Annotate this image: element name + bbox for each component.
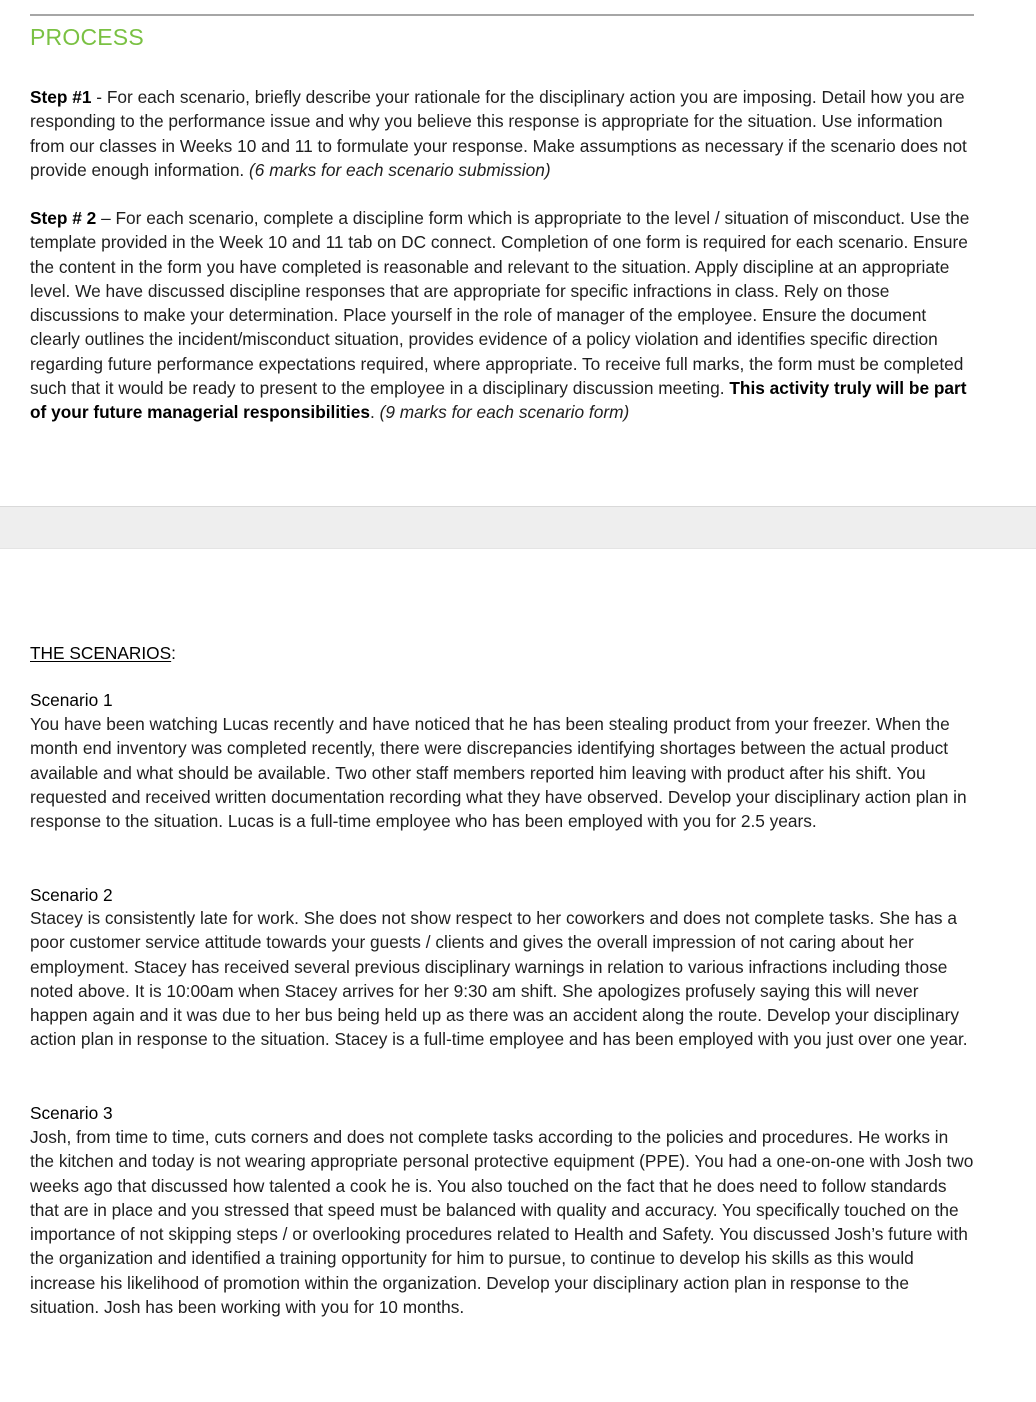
- step-2-after-emphasis: .: [369, 402, 380, 423]
- scenarios-heading-suffix: :: [171, 643, 176, 663]
- scenario-2-title: Scenario 2: [30, 885, 113, 905]
- top-divider-rule: [30, 14, 974, 16]
- document-page-bottom: [0, 549, 1036, 1402]
- document-page-top: [0, 0, 1036, 506]
- step-2-emphasis: This activity truly will be part of your future managerial responsibilities: [30, 378, 967, 423]
- scenarios-heading: [30, 641, 176, 665]
- scenario-1-body: You have been watching Lucas recently and have noticed that he has been stealing product from your freezer. When the month end inventory was completed recently, there were discrepancies identifying shortages between the actual product available and what should be available. Two other staff members reported him leaving with product after his shift. You requested and received written documentation recording what they have observed. Develop your disciplinary action plan in response to the situation. Lucas is a full-time employee who has been employed with you for 2.5 years.: [30, 714, 967, 832]
- scenario-1-title: Scenario 1: [30, 690, 113, 710]
- step-1-text: - For each scenario, briefly describe your rationale for the disciplinary action you are imposing. Detail how you are responding to the performance issue and why you believe this response is appropriate for the situation. Use information from our classes in Weeks 10 and 11 to formulate your response. Make assumptions as necessary if the scenario does not provide enough information.: [30, 87, 967, 180]
- process-heading: PROCESS: [30, 24, 144, 50]
- step-2-marks: (9 marks for each scenario form): [379, 402, 630, 423]
- scenarios-heading-text: THE SCENARIOS: [30, 643, 172, 663]
- step-1-label: Step #1: [30, 87, 92, 107]
- page-break-gap: [0, 506, 1036, 549]
- step-1-paragraph: [30, 85, 974, 182]
- step-2-label: Step # 2: [30, 208, 97, 228]
- scenario-2-body: Stacey is consistently late for work. She does not show respect to her coworkers and does not complete tasks. She has a poor customer service attitude towards your guests / clients and gives the overall impression of not caring about her employment. Stacey has received several previous disciplinary warnings in relation to various infractions including those noted above. It is 10:00am when Stacey arrives for her 9:30 am shift. She apologizes profusely saying this will never happen again and it was due to her bus being held up as there was an accident along the route. Develop your disciplinary action plan in response to the situation. Stacey is a full-time employee and has been employed with you just over one year.: [30, 908, 968, 1050]
- scenario-3-body: Josh, from time to time, cuts corners and does not complete tasks according to the policies and procedures. He works in the kitchen and today is not wearing appropriate personal protective equipment (PPE). You had a one-on-one with Josh two weeks ago that discussed how talented a cook he is. You also touched on the fact that he does need to follow standards that are in place and you stressed that speed must be balanced with quality and accuracy. You specifically touched on the importance of not skipping steps / or overlooking procedures related to Health and Safety. You discussed Josh’s future with the organization and identified a training opportunity for him to pursue, to continue to develop his skills as this would increase his likelihood of promotion within the organization. Develop your disciplinary action plan in response to the situation. Josh has been working with you for 10 months.: [30, 1127, 974, 1318]
- scenario-3-title: Scenario 3: [30, 1103, 113, 1123]
- step-2-paragraph: [30, 206, 974, 425]
- step-2-text: – For each scenario, complete a discipline form which is appropriate to the level / situation of misconduct. Use the template provided in the Week 10 and 11 tab on DC connect. Completion of one form is required for each scenario. Ensure the content in the form you have completed is reasonable and relevant to the situation. Apply discipline at an appropriate level. We have discussed discipline responses that are appropriate for specific infractions in class. Rely on those discussions to make your determination. Place yourself in the role of manager of the employee. Ensure the document clearly outlines the incident/misconduct situation, provides evidence of a policy violation and identifies specific direction regarding future performance expectations required, where appropriate. To receive full marks, the form must be completed such that it would be ready to present to the employee in a disciplinary discussion meeting.: [30, 208, 970, 399]
- step-1-marks: (6 marks for each scenario submission): [249, 159, 551, 180]
